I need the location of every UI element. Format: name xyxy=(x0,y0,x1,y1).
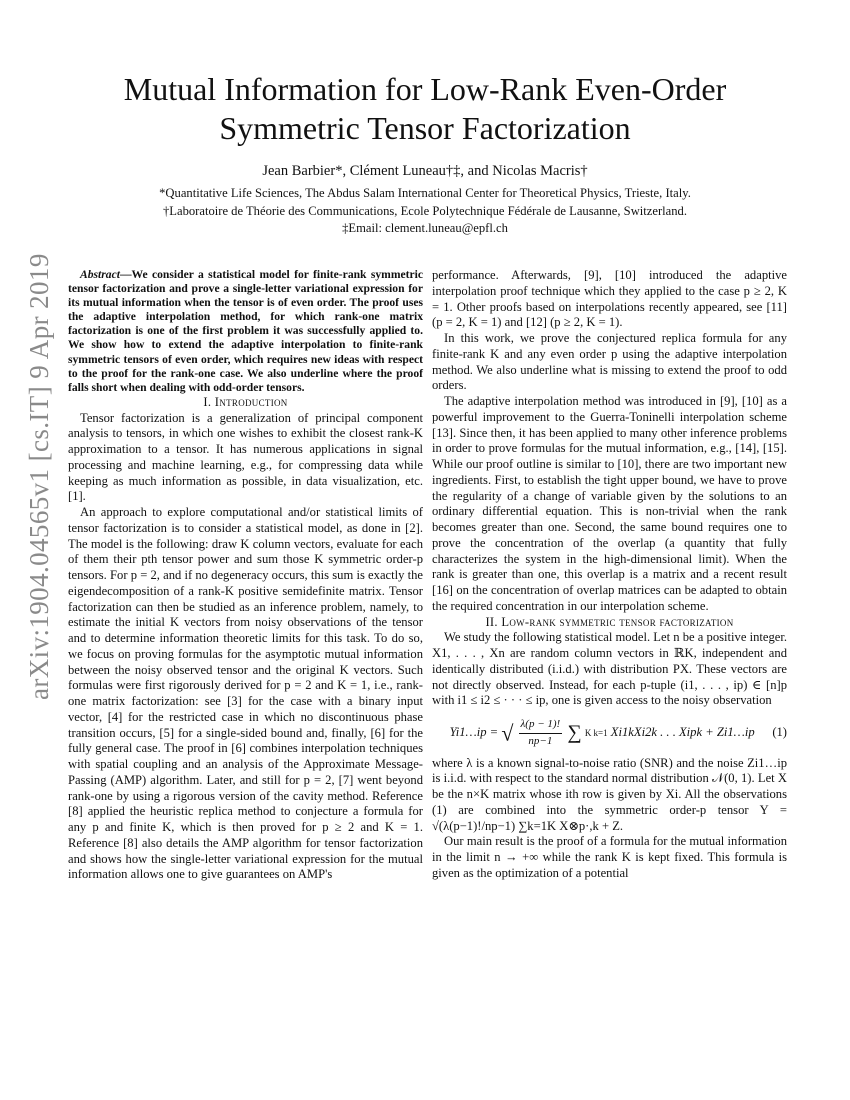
section-number: II. xyxy=(485,614,498,629)
affiliations xyxy=(60,185,790,238)
equation-1 xyxy=(432,717,787,750)
equation-fraction xyxy=(519,717,563,750)
fraction-denominator: np−1 xyxy=(528,734,553,747)
intro-paragraph-5: The adaptive interpolation method was introduced in [9], [10] as a powerful improvement to the Guerra-Toninelli interpolation scheme [13]. Since then, it has been applied to many other inference problems in order to prove formulas for the mutual information, e.g., [14], [15]. While our proof outline is similar to [10], there are two important new ingredients. First, to establish the tight upper bound, we have to prove the regularity of a change of variable given by the solutions to an ordinary differential equation. This is non-trivial when the rank becomes greater than one. Second, the same bound requires one to prove the concentration of the overlap (a quantity that fully characterizes the system in the high-dimensional limit). When the rank is greater than one, this overlap is a matrix and a recent result [16] on the concentration of overlap matrices can be adapted to obtain the required concentration in our interpolation scheme. xyxy=(432,394,787,613)
sum-limits: K k=1 xyxy=(584,728,608,739)
section-title: Low-rank symmetric tensor factorization xyxy=(501,614,734,629)
affiliation-email: ‡Email: clement.luneau@epfl.ch xyxy=(342,221,508,235)
section-title: Introduction xyxy=(214,394,288,409)
intro-paragraph-3: performance. Afterwards, [9], [10] introduced the adaptive interpolation proof technique which they applied to the case p ≥ 2, K = 1. Other proofs based on interpolations recently appeared, see [11] (p = 2, K = 1) and [12] (p ≥ 2, K = 1). xyxy=(432,268,787,330)
abstract xyxy=(68,268,423,395)
model-paragraph-2: where λ is a known signal-to-noise ratio (SNR) and the noise Zi1…ip is i.i.d. with respect to the standard normal distribution 𝒩(0, 1). Let X be the n×K matrix whose ith row is given by Xi. All the observations (1) are combined into the symmetric order-p tensor Y = √(λ(p−1)!/np−1) ∑k=1K X⊗p·,k + Z. xyxy=(432,755,787,833)
title-line-2: Symmetric Tensor Factorization xyxy=(219,110,631,146)
author-list: Jean Barbier*, Clément Luneau†‡, and Nicolas Macris† xyxy=(262,163,588,179)
affiliation-ictp: *Quantitative Life Sciences, The Abdus Salam International Center for Theoretical Physics, Trieste, Italy. xyxy=(159,186,691,200)
abstract-label: Abstract xyxy=(80,268,120,281)
abstract-text: —We consider a statistical model for finite-rank symmetric tensor factorization and prove a single-letter variational expression for its mutual information when the tensor is of even order. The proof uses the adaptive interpolation method, for which rank-one matrix factorization is one of the first problem it was successfully applied to. We show how to extend the adaptive interpolation to finite-rank symmetric tensors of even order, which requires new ideas with respect to the proof for the rank-one case. We also underline where the proof falls short when dealing with odd-order tensors. xyxy=(68,268,423,394)
right-column xyxy=(432,268,787,882)
intro-paragraph-2: An approach to explore computational and/or statistical limits of tensor factorization is to consider a statistical model, as done in [2]. The model is the following: draw K column vectors, evaluate for each of them their pth tensor power and sum those K symmetric order-p tensors. For p = 2, and if no degeneracy occurs, this sum is exactly the eigendecomposition of a rank-K positive semidefinite matrix. Tensor factorization can then be studied as an inference problem, namely, to estimate the initial K vectors from noisy observations of the tensor and to determine information theoretic limits for this task. To do so, we focus on proving formulas for the asymptotic mutual information between the noisy observed tensor and the original K vectors. Such formulas were first rigorously derived for p = 2 and K = 1, i.e., rank-one matrix factorization: see [3] for the case with a binary input vector, [4] for the restricted case in which no discontinuous phase transition occurs, [5] for a single-sided bound and, finally, [6] for the fully general case. The proof in [6] combines interpolation techniques with spatial coupling and an analysis of the Approximate Message-Passing (AMP) algorithm. Later, and still for p = 2, [7] went beyond rank-one by using a rigorous version of the cavity method. Reference [8] applied the heuristic replica method to conjecture a formula for any p and finite K, which is then proved for p ≥ 2 and K = 1. Reference [8] also details the AMP algorithm for tensor factorization and shows how the single-letter variational expression for the mutual information allows one to give guarantees on AMP's xyxy=(68,505,423,882)
intro-paragraph-1: Tensor factorization is a generalization of principal component analysis to tensors, in which one wishes to exhibit the closest rank-K approximation to a tensor. It has numerous applications in signal processing and machine learning, e.g., for compressing data while keeping as much information as possible, in data visualization, etc. [1]. xyxy=(68,410,423,504)
left-column xyxy=(68,268,423,883)
section-heading-low-rank xyxy=(432,615,787,631)
sum-symbol: ∑ xyxy=(567,721,582,744)
sqrt-symbol: √ xyxy=(501,720,514,746)
paper-title xyxy=(60,70,790,148)
model-paragraph-1: We study the following statistical model. Let n be a positive integer. X1, . . . , Xn are random column vectors in ℝK, independent and identically distributed (i.i.d.) with distribution PX. These vectors are not directly observed. Instead, for each p-tuple (i1, . . . , ip) ∈ [n]p with i1 ≤ i2 ≤ · · · ≤ ip, one is given access to the noisy observation xyxy=(432,630,787,708)
model-paragraph-3: Our main result is the proof of a formula for the mutual information in the limit n → +∞ while the rank K is kept fixed. This formula is given as the optimization of a potential xyxy=(432,834,787,880)
equation-lhs: Yi1…ip = xyxy=(449,725,499,740)
equation-body xyxy=(432,717,772,750)
arxiv-identifier: arXiv:1904.04565v1 [cs.IT] 9 Apr 2019 xyxy=(24,253,54,700)
intro-paragraph-4: In this work, we prove the conjectured replica formula for any finite-rank K and any even order p using the adaptive interpolation method. We also underline what is missing to extend the proof to odd orders. xyxy=(432,331,787,393)
section-heading-introduction xyxy=(68,395,423,411)
fraction-numerator: λ(p − 1)! xyxy=(519,717,563,734)
title-line-1: Mutual Information for Low-Rank Even-Order xyxy=(123,71,727,107)
equation-number: (1) xyxy=(772,725,787,740)
section-number: I. xyxy=(203,394,212,409)
equation-rhs: Xi1kXi2k . . . Xipk + Zi1…ip xyxy=(610,725,755,740)
affiliation-epfl: †Laboratoire de Théorie des Communications, Ecole Polytechnique Fédérale de Lausanne, Switzerland. xyxy=(163,203,687,218)
